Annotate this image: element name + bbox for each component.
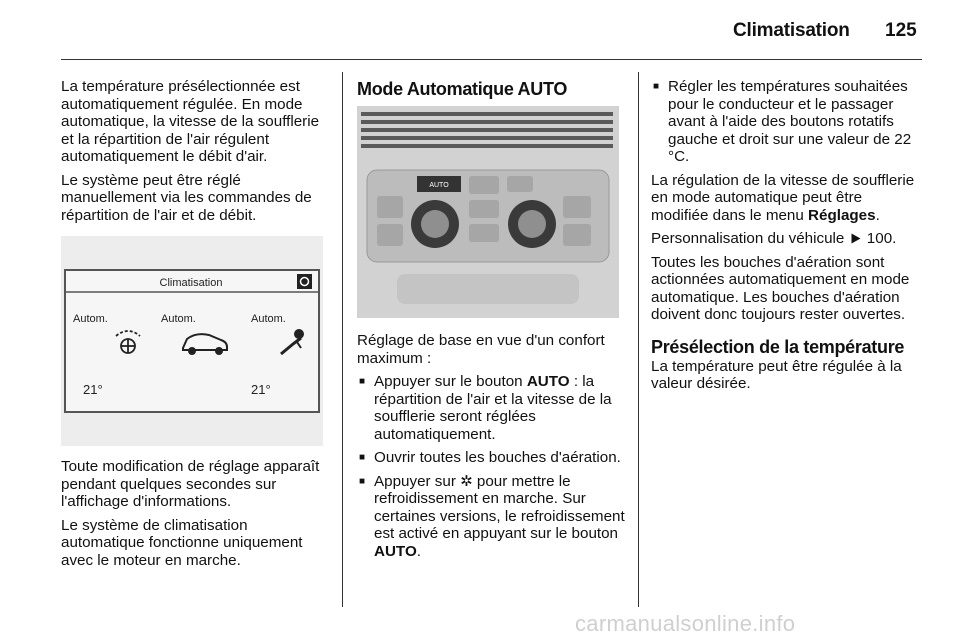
climate-display-illustration	[61, 236, 323, 446]
settings-icon	[297, 274, 312, 289]
page-reference-icon	[851, 234, 860, 244]
column-divider-2	[638, 72, 639, 607]
display-title: Climatisation	[159, 277, 223, 289]
temperature-right: 21°	[251, 382, 271, 397]
page-header-title: Climatisation	[733, 20, 850, 41]
paragraph: Réglage de base en vue d'un confort maximum :	[357, 332, 605, 367]
paragraph: Le système peut être réglé manuellement via les commandes de répartition de l'air et de débit.	[61, 171, 312, 224]
climate-console-figure	[357, 106, 619, 318]
list-item: ■ Appuyer sur le bouton AUTO : la répartition de l'air et la vitesse de la soufflerie seront réglées automatiquement.	[357, 373, 625, 443]
paragraph: Toute modification de réglage apparaît pendant quelques secondes sur l'affichage d'informations.	[61, 458, 320, 510]
auto-keyword: AUTO	[526, 373, 570, 390]
section-title: Présélection de la température	[651, 336, 905, 357]
section-title: Mode Automatique AUTO	[357, 79, 568, 99]
distribution-auto-label: Autom.	[251, 313, 286, 325]
settings-menu-keyword: Réglages	[808, 206, 876, 224]
car-auto-label: Autom.	[161, 313, 196, 325]
bullet-list	[651, 78, 923, 166]
column-3	[651, 78, 923, 399]
auto-button-label: AUTO	[429, 182, 449, 189]
paragraph: Toutes les bouches d'aération sont actionnées automatiquement en mode automatique. Les bouches d'aération doivent donc toujours rester ouvertes.	[651, 253, 910, 323]
paragraph: Personnalisation du véhicule 100.	[651, 230, 897, 247]
list-item: ■ Ouvrir toutes les bouches d'aération.	[357, 449, 625, 467]
climate-console-illustration	[357, 106, 619, 318]
paragraph: La régulation de la vitesse de soufflerie en mode automatique peut être modifiée dans le menu Réglages.	[651, 171, 915, 224]
watermark: carmanualsonline.info	[575, 611, 796, 636]
fan-auto-label: Autom.	[73, 313, 108, 325]
right-temperature-knob	[508, 200, 556, 248]
left-temperature-knob	[411, 200, 459, 248]
paragraph: La température peut être régulée à la valeur désirée.	[651, 357, 902, 392]
page-number: 125	[885, 20, 917, 41]
column-1	[61, 78, 329, 575]
ac-icon: ✲	[460, 472, 473, 490]
climate-display-figure	[61, 236, 323, 446]
paragraph: Le système de climatisation automatique fonctionne uniquement avec le moteur en marche.	[61, 516, 303, 569]
bullet-list	[357, 373, 625, 560]
list-item: ■ Appuyer sur ✲ pour mettre le refroidissement en marche. Sur certaines versions, le refroidissement est activé en appuyant sur le bouton AUTO.	[357, 473, 625, 561]
temperature-left: 21°	[83, 382, 103, 397]
column-2	[357, 78, 625, 566]
header-rule	[61, 59, 922, 60]
column-divider-1	[342, 72, 343, 607]
auto-keyword: AUTO	[374, 542, 417, 560]
list-item: ■ Régler les températures souhaitées pour le conducteur et le passager avant à l'aide des boutons rotatifs gauche et droit sur une valeur de 22 °C.	[651, 78, 923, 166]
paragraph: La température présélectionnée est automatiquement régulée. En mode automatique, la vitesse de la soufflerie et la répartition de l'air régulent automatiquement le débit d'air.	[61, 78, 320, 165]
